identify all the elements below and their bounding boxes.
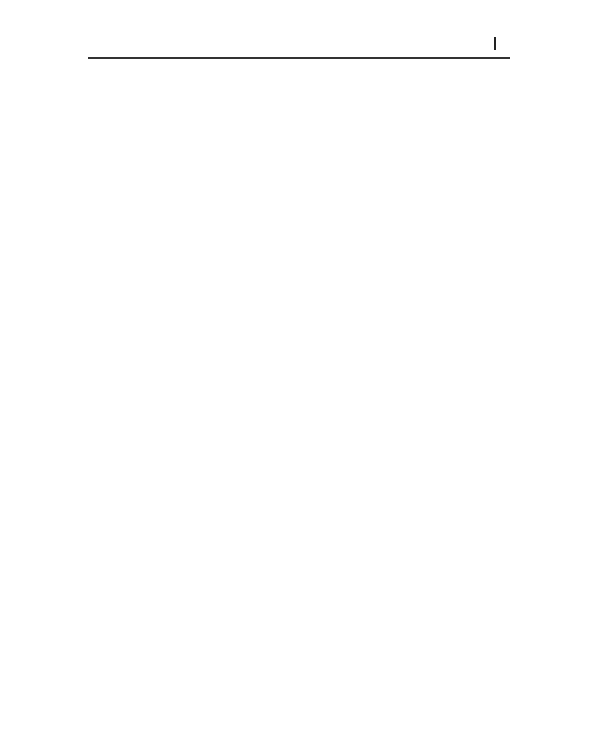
table-of-contents xyxy=(88,66,510,78)
running-head xyxy=(88,37,510,55)
header-rule xyxy=(88,57,510,59)
running-head-separator xyxy=(494,37,496,50)
